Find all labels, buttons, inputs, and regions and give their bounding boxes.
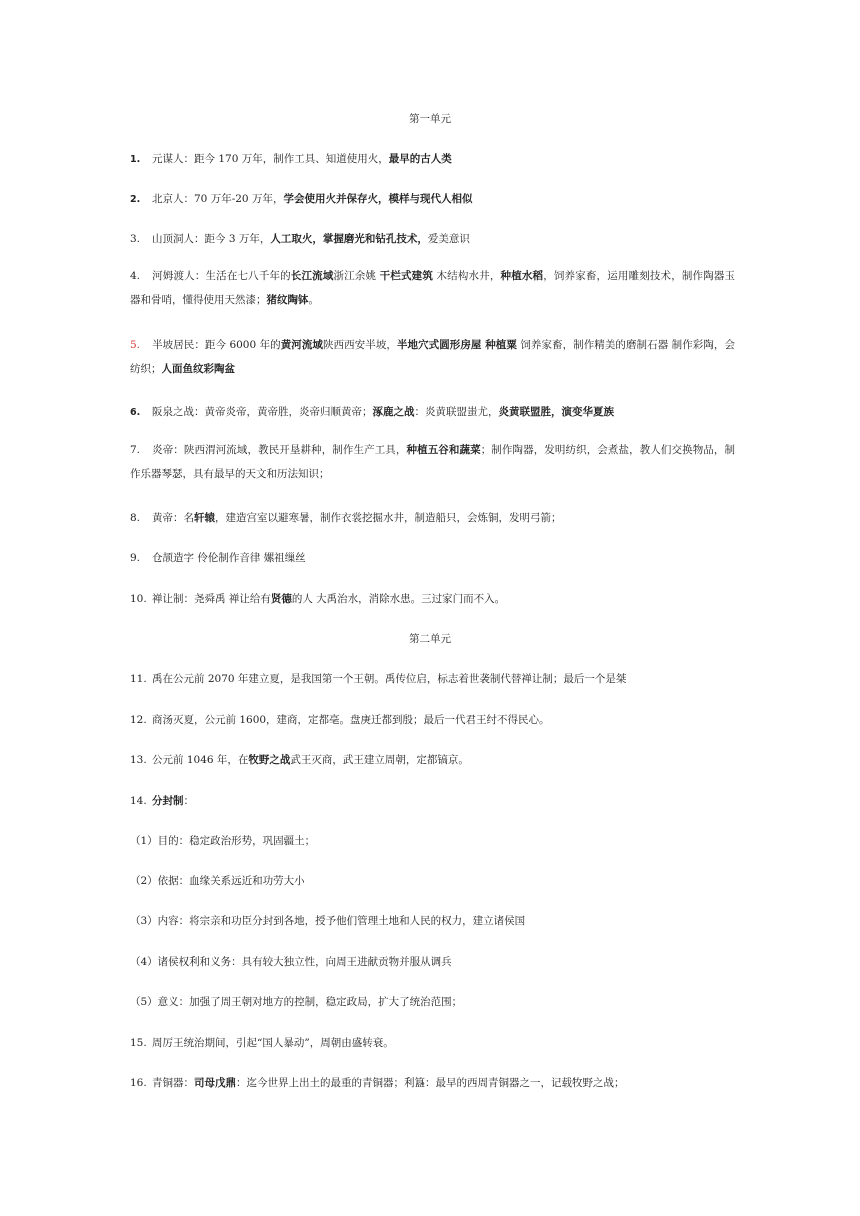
item-number: 5. — [130, 339, 141, 351]
item-number: 6. — [130, 407, 141, 418]
item-7: 7. 炎帝：陕西渭河流域，教民开垦耕种，制作生产工具，种植五谷和蔬菜；制作陶器，发明纺织，会煮盐，教人们交换物品，制作乐器琴瑟，具有最早的天文和历法知识； — [130, 438, 735, 486]
item-10: 10. 禅让制：尧舜禹 禅让给有贤德的人 大禹治水，消除水患。三过家门而不入。 — [130, 593, 506, 605]
item-number: 14. — [130, 795, 147, 807]
item-6: 6. 阪泉之战：黄帝炎帝，黄帝胜，炎帝归顺黄帝；涿鹿之战：炎黄联盟蚩尤，炎黄联盟胜，演变华夏族 — [130, 406, 614, 418]
item-number: 8. — [130, 512, 141, 524]
item-number: 2. — [130, 194, 141, 205]
item-1: 1. 元谋人：距今 170 万年，制作工具、知道使用火，最早的古人类 — [130, 153, 452, 165]
item-number: 15. — [130, 1037, 147, 1049]
item-number: 3. — [130, 233, 141, 245]
item-number: 13. — [130, 754, 147, 766]
item-11: 11. 禹在公元前 2070 年建立夏，是我国第一个王朝。禹传位启，标志着世袭制代替禅让制；最后一个是桀 — [130, 673, 627, 685]
item-2: 2. 北京人：70 万年-20 万年，学会使用火并保存火，模样与现代人相似 — [130, 193, 473, 205]
item-5: 5. 半坡居民：距今 6000 年的黄河流域陕西西安半坡，半地穴式圆形房屋 种植粟 饲养家畜，制作精美的磨制石器 制作彩陶，会纺织；人面鱼纹彩陶盆 — [130, 333, 735, 381]
item-number: 10. — [130, 593, 147, 605]
item-12: 12. 商汤灭夏，公元前 1600，建商，定都亳。盘庚迁都到殷；最后一代君王纣不得民心。 — [130, 714, 550, 726]
unit-1-heading: 第一单元 — [409, 113, 451, 125]
item-number: 12. — [130, 714, 147, 726]
item-4: 4. 河姆渡人：生活在七八千年的长江流域浙江余姚 干栏式建筑 木结构水井，种植水稻，饲养家畜，运用雕刻技术，制作陶器玉器和骨哨，懂得使用天然漆；猪纹陶钵。 — [130, 264, 735, 312]
item-number: 9. — [130, 552, 141, 564]
item-3: 3. 山顶洞人：距今 3 万年，人工取火，掌握磨光和钻孔技术，爱美意识 — [130, 233, 470, 245]
item-number: 11. — [130, 673, 147, 685]
item-14: 14. 分封制： — [130, 795, 194, 807]
item-14-sub-5: （5）意义：加强了周王朝对地方的控制，稳定政局，扩大了统治范围； — [130, 996, 463, 1008]
item-14-sub-4: （4）诸侯权利和义务：具有较大独立性，向周王进献贡物并服从调兵 — [130, 956, 452, 968]
unit-2-heading: 第二单元 — [409, 633, 451, 645]
item-14-sub-3: （3）内容：将宗亲和功臣分封到各地，授予他们管理土地和人民的权力，建立诸侯国 — [130, 915, 526, 927]
item-number: 7. — [130, 444, 141, 456]
item-14-sub-1: （1）目的：稳定政治形势，巩固疆土； — [130, 835, 316, 847]
item-16: 16. 青铜器：司母戊鼎：迄今世界上出土的最重的青铜器；利簋：最早的西周青铜器之一，记载牧野之战； — [130, 1077, 625, 1089]
item-15: 15. 周厉王统治期间，引起“国人暴动”，周朝由盛转衰。 — [130, 1037, 394, 1049]
item-13: 13. 公元前 1046 年，在牧野之战武王灭商，武王建立周朝，定都镐京。 — [130, 754, 469, 766]
item-number: 4. — [130, 270, 141, 282]
item-9: 9. 仓颉造字 伶伦制作音律 嫘祖缫丝 — [130, 552, 306, 564]
item-14-sub-2: （2）依据：血缘关系远近和功劳大小 — [130, 875, 305, 887]
item-8: 8. 黄帝：名轩辕，建造宫室以避寒暑，制作衣裳挖掘水井，制造船只，会炼铜，发明弓箭； — [130, 512, 562, 524]
item-number: 1. — [130, 154, 141, 165]
item-number: 16. — [130, 1077, 147, 1089]
